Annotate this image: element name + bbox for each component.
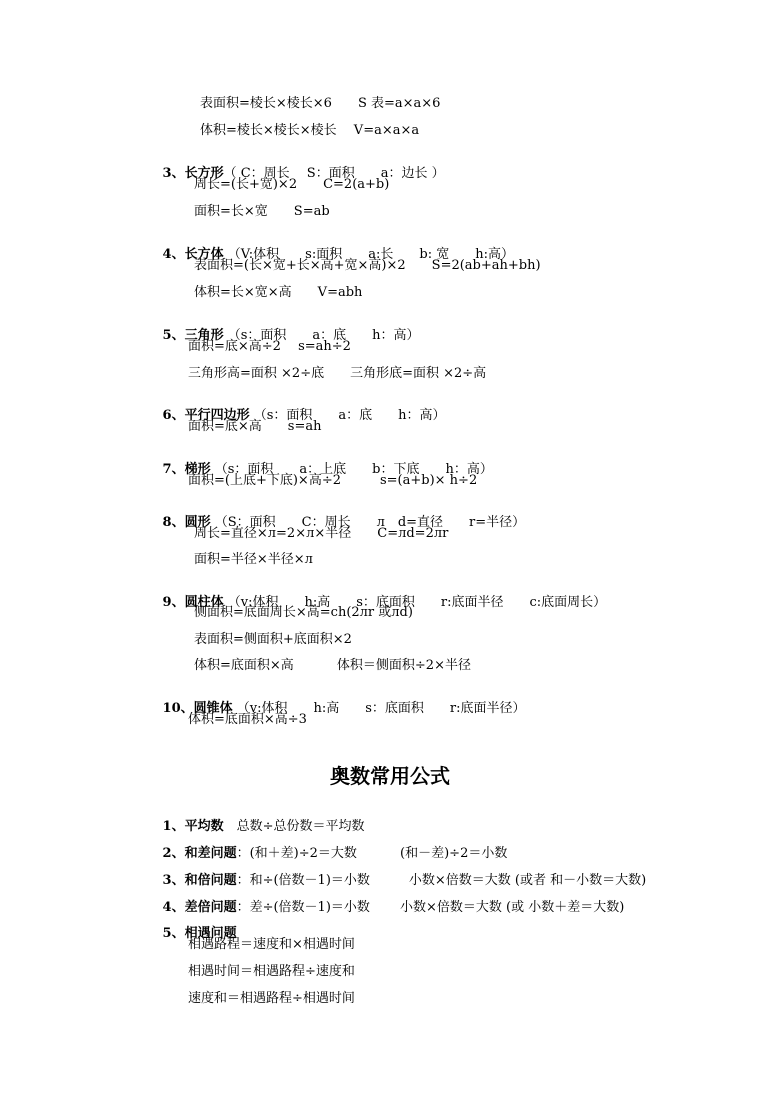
formula-line: 面积=底×高 s=ah xyxy=(188,419,322,434)
page-heading: 奥数常用公式 xyxy=(330,764,450,788)
cube-volume-formula: 体积=棱长×棱长×棱长 V=a×a×a xyxy=(200,123,420,138)
formula-line: 表面积=(长×宽+长×高+宽×高)×2 S=2(ab+ah+bh) xyxy=(194,258,541,273)
item-text: ：差÷(倍数－1)＝小数 小数×倍数＝大数 (或 小数＋差＝大数) xyxy=(236,900,625,915)
item-text: ：(和＋差)÷2＝大数 (和－差)÷2＝小数 xyxy=(236,846,508,861)
item-title: 相遇问题 xyxy=(184,926,237,941)
section-number: 3、 xyxy=(162,166,185,181)
formula-line: 面积=半径×半径×л xyxy=(194,552,313,567)
item-number: 5、 xyxy=(162,926,185,941)
section-title: 圆形 xyxy=(184,515,211,530)
section-title: 圆锥体 xyxy=(193,701,233,716)
section-title: 梯形 xyxy=(184,462,211,477)
section-number: 9、 xyxy=(162,595,185,610)
section-number: 10、 xyxy=(162,701,194,716)
formula-line: 周长=(长+宽)×2 C=2(a+b) xyxy=(194,177,390,192)
item-title: 和差问题 xyxy=(184,846,237,861)
item-number: 3、 xyxy=(162,873,185,888)
formula-line: 体积=长×宽×高 V=abh xyxy=(194,285,363,300)
item-text: ：和÷(倍数－1)＝小数 小数×倍数＝大数 (或者 和－小数＝大数) xyxy=(236,873,647,888)
section-number: 5、 xyxy=(162,328,185,343)
item-number: 1、 xyxy=(162,819,185,834)
section-note: （v:体积 h:高 s：底面积 r:底面半径） xyxy=(232,701,526,716)
section-note: （s：面积 a：上底 b：下底 h：高） xyxy=(210,462,493,477)
meeting-formula: 相遇路程＝速度和×相遇时间 xyxy=(188,937,355,952)
item-title: 平均数 xyxy=(184,819,224,834)
formula-line: 侧面积=底面周长×高=ch(2лr 或лd) xyxy=(194,605,413,620)
section-note: （v:体积 h:高 s：底面积 r:底面半径 c:底面周长） xyxy=(223,595,607,610)
formula-line: 周长=直径×л=2×л×半径 C=лd=2лr xyxy=(194,526,449,541)
formula-line: 面积=长×宽 S=ab xyxy=(194,204,330,219)
formula-line: 表面积=侧面积+底面积×2 xyxy=(194,632,352,647)
section-title: 长方体 xyxy=(184,247,224,262)
section-number: 6、 xyxy=(162,408,185,423)
section-number: 4、 xyxy=(162,247,185,262)
formula-line: 三角形高=面积 ×2÷底 三角形底=面积 ×2÷高 xyxy=(188,366,487,381)
section-note: （s：面积 a：底 h：高） xyxy=(249,408,446,423)
item-number: 4、 xyxy=(162,900,185,915)
section-note: （ C：周长 S：面积 a：边长 ） xyxy=(223,166,445,181)
item-text: 总数÷总份数＝平均数 xyxy=(223,819,365,834)
section-number: 7、 xyxy=(162,462,185,477)
section-note: （S：面积 C：周长 л d=直径 r=半径） xyxy=(210,515,526,530)
meeting-formula: 相遇时间＝相遇路程÷速度和 xyxy=(188,964,355,979)
cube-surface-formula: 表面积=棱长×棱长×6 S 表=a×a×6 xyxy=(200,96,441,111)
section-title: 三角形 xyxy=(184,328,224,343)
formula-line: 面积=(上底+下底)×高÷2 s=(a+b)× h÷2 xyxy=(188,473,478,488)
item-title: 差倍问题 xyxy=(184,900,237,915)
section-title: 圆柱体 xyxy=(184,595,224,610)
item-title: 和倍问题 xyxy=(184,873,237,888)
item-number: 2、 xyxy=(162,846,185,861)
meeting-formula: 速度和＝相遇路程÷相遇时间 xyxy=(188,991,355,1006)
section-title: 长方形 xyxy=(184,166,224,181)
section-number: 8、 xyxy=(162,515,185,530)
section-title: 平行四边形 xyxy=(184,408,250,423)
section-note: （V:体积 s:面积 a:长 b: 宽 h:高） xyxy=(223,247,514,262)
section-note: （s：面积 a：底 h：高） xyxy=(223,328,420,343)
formula-line: 体积=底面积×高÷3 xyxy=(188,712,307,727)
formula-line: 体积=底面积×高 体积＝侧面积÷2×半径 xyxy=(194,658,471,673)
formula-line: 面积=底×高÷2 s=ah÷2 xyxy=(188,339,351,354)
